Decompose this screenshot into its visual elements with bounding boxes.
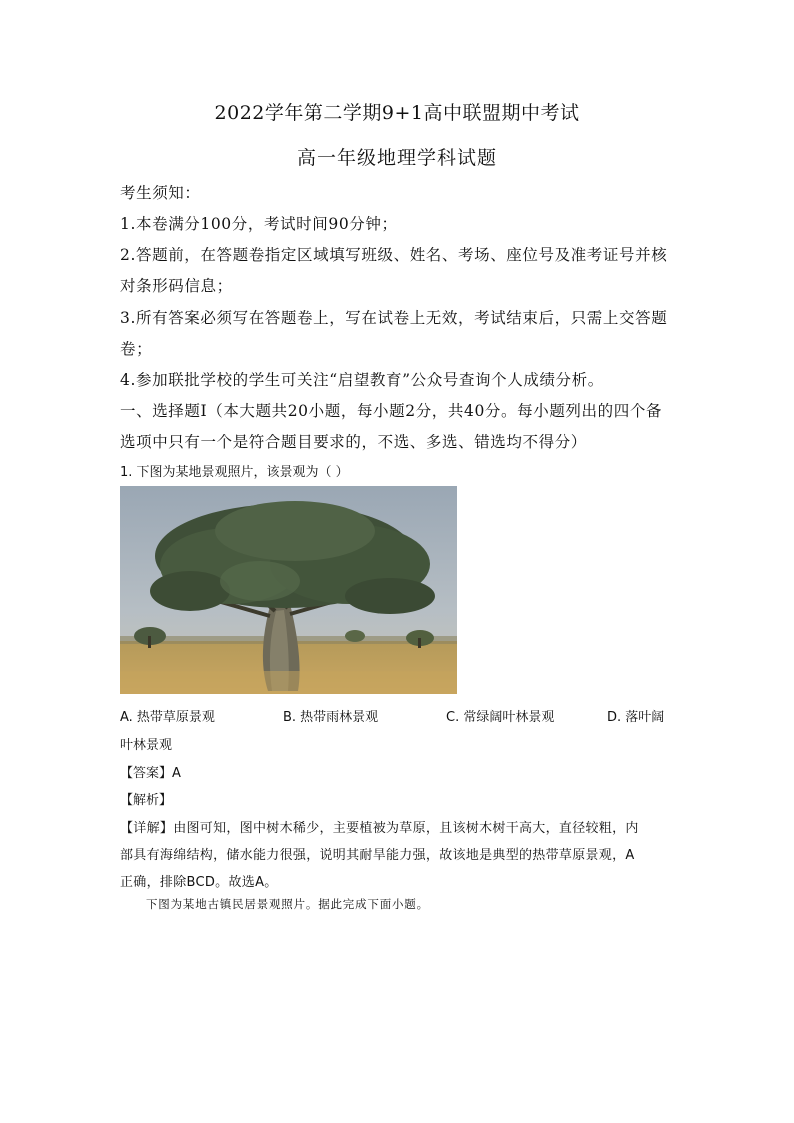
next-question-intro: 下图为某地古镇民居景观照片。据此完成下面小题。 <box>146 897 429 911</box>
exam-subtitle: 高一年级地理学科试题 <box>296 147 497 169</box>
option-d: D. 落叶阔 <box>607 710 665 725</box>
answer-value: A <box>172 766 181 781</box>
notice-line-3: 对条形码信息； <box>120 277 233 295</box>
notice-line-6: 4.参加联批学校的学生可关注“启望教育”公众号查询个人成绩分析。 <box>120 371 604 389</box>
notice-line-5: 卷； <box>120 340 153 358</box>
answer-label: 【答案】 <box>120 766 173 781</box>
option-c: C. 常绿阔叶林景观 <box>446 710 555 725</box>
savanna-baobab-photo <box>120 486 457 694</box>
notice-heading: 考生须知： <box>120 184 201 202</box>
detail-line-2: 部具有海绵结构，储水能力很强，说明其耐旱能力强，故该地是典型的热带草原景观，A <box>120 848 635 863</box>
question-1-stem: 1. 下图为某地景观照片，该景观为（ ） <box>120 465 349 480</box>
option-d-continued: 叶林景观 <box>120 738 173 753</box>
option-b: B. 热带雨林景观 <box>283 710 379 725</box>
exam-title: 2022学年第二学期9+1高中联盟期中考试 <box>214 102 580 124</box>
answer-row <box>120 762 181 781</box>
detail-label: 【详解】 <box>120 821 174 836</box>
notice-line-1: 1.本卷满分100分，考试时间90分钟； <box>120 215 398 233</box>
section-heading-line-1: 一、选择题I（本大题共20小题，每小题2分，共40分。每小题列出的四个备 <box>120 402 663 420</box>
notice-line-2: 2.答题前，在答题卷指定区域填写班级、姓名、考场、座位号及准考证号并核 <box>120 246 668 264</box>
option-a: A. 热带草原景观 <box>120 710 215 725</box>
analysis-label: 【解析】 <box>120 793 173 808</box>
detail-line-3: 正确，排除BCD。故选A。 <box>120 875 278 890</box>
section-heading-line-2: 选项中只有一个是符合题目要求的，不选、多选、错选均不得分） <box>120 433 587 451</box>
detail-line-1 <box>120 817 639 836</box>
detail-text-1: 由图可知，图中树木稀少，主要植被为草原，且该树木树干高大，直径较粗，内 <box>173 821 639 836</box>
notice-line-4: 3.所有答案必须写在答题卷上，写在试卷上无效，考试结束后，只需上交答题 <box>120 309 668 327</box>
